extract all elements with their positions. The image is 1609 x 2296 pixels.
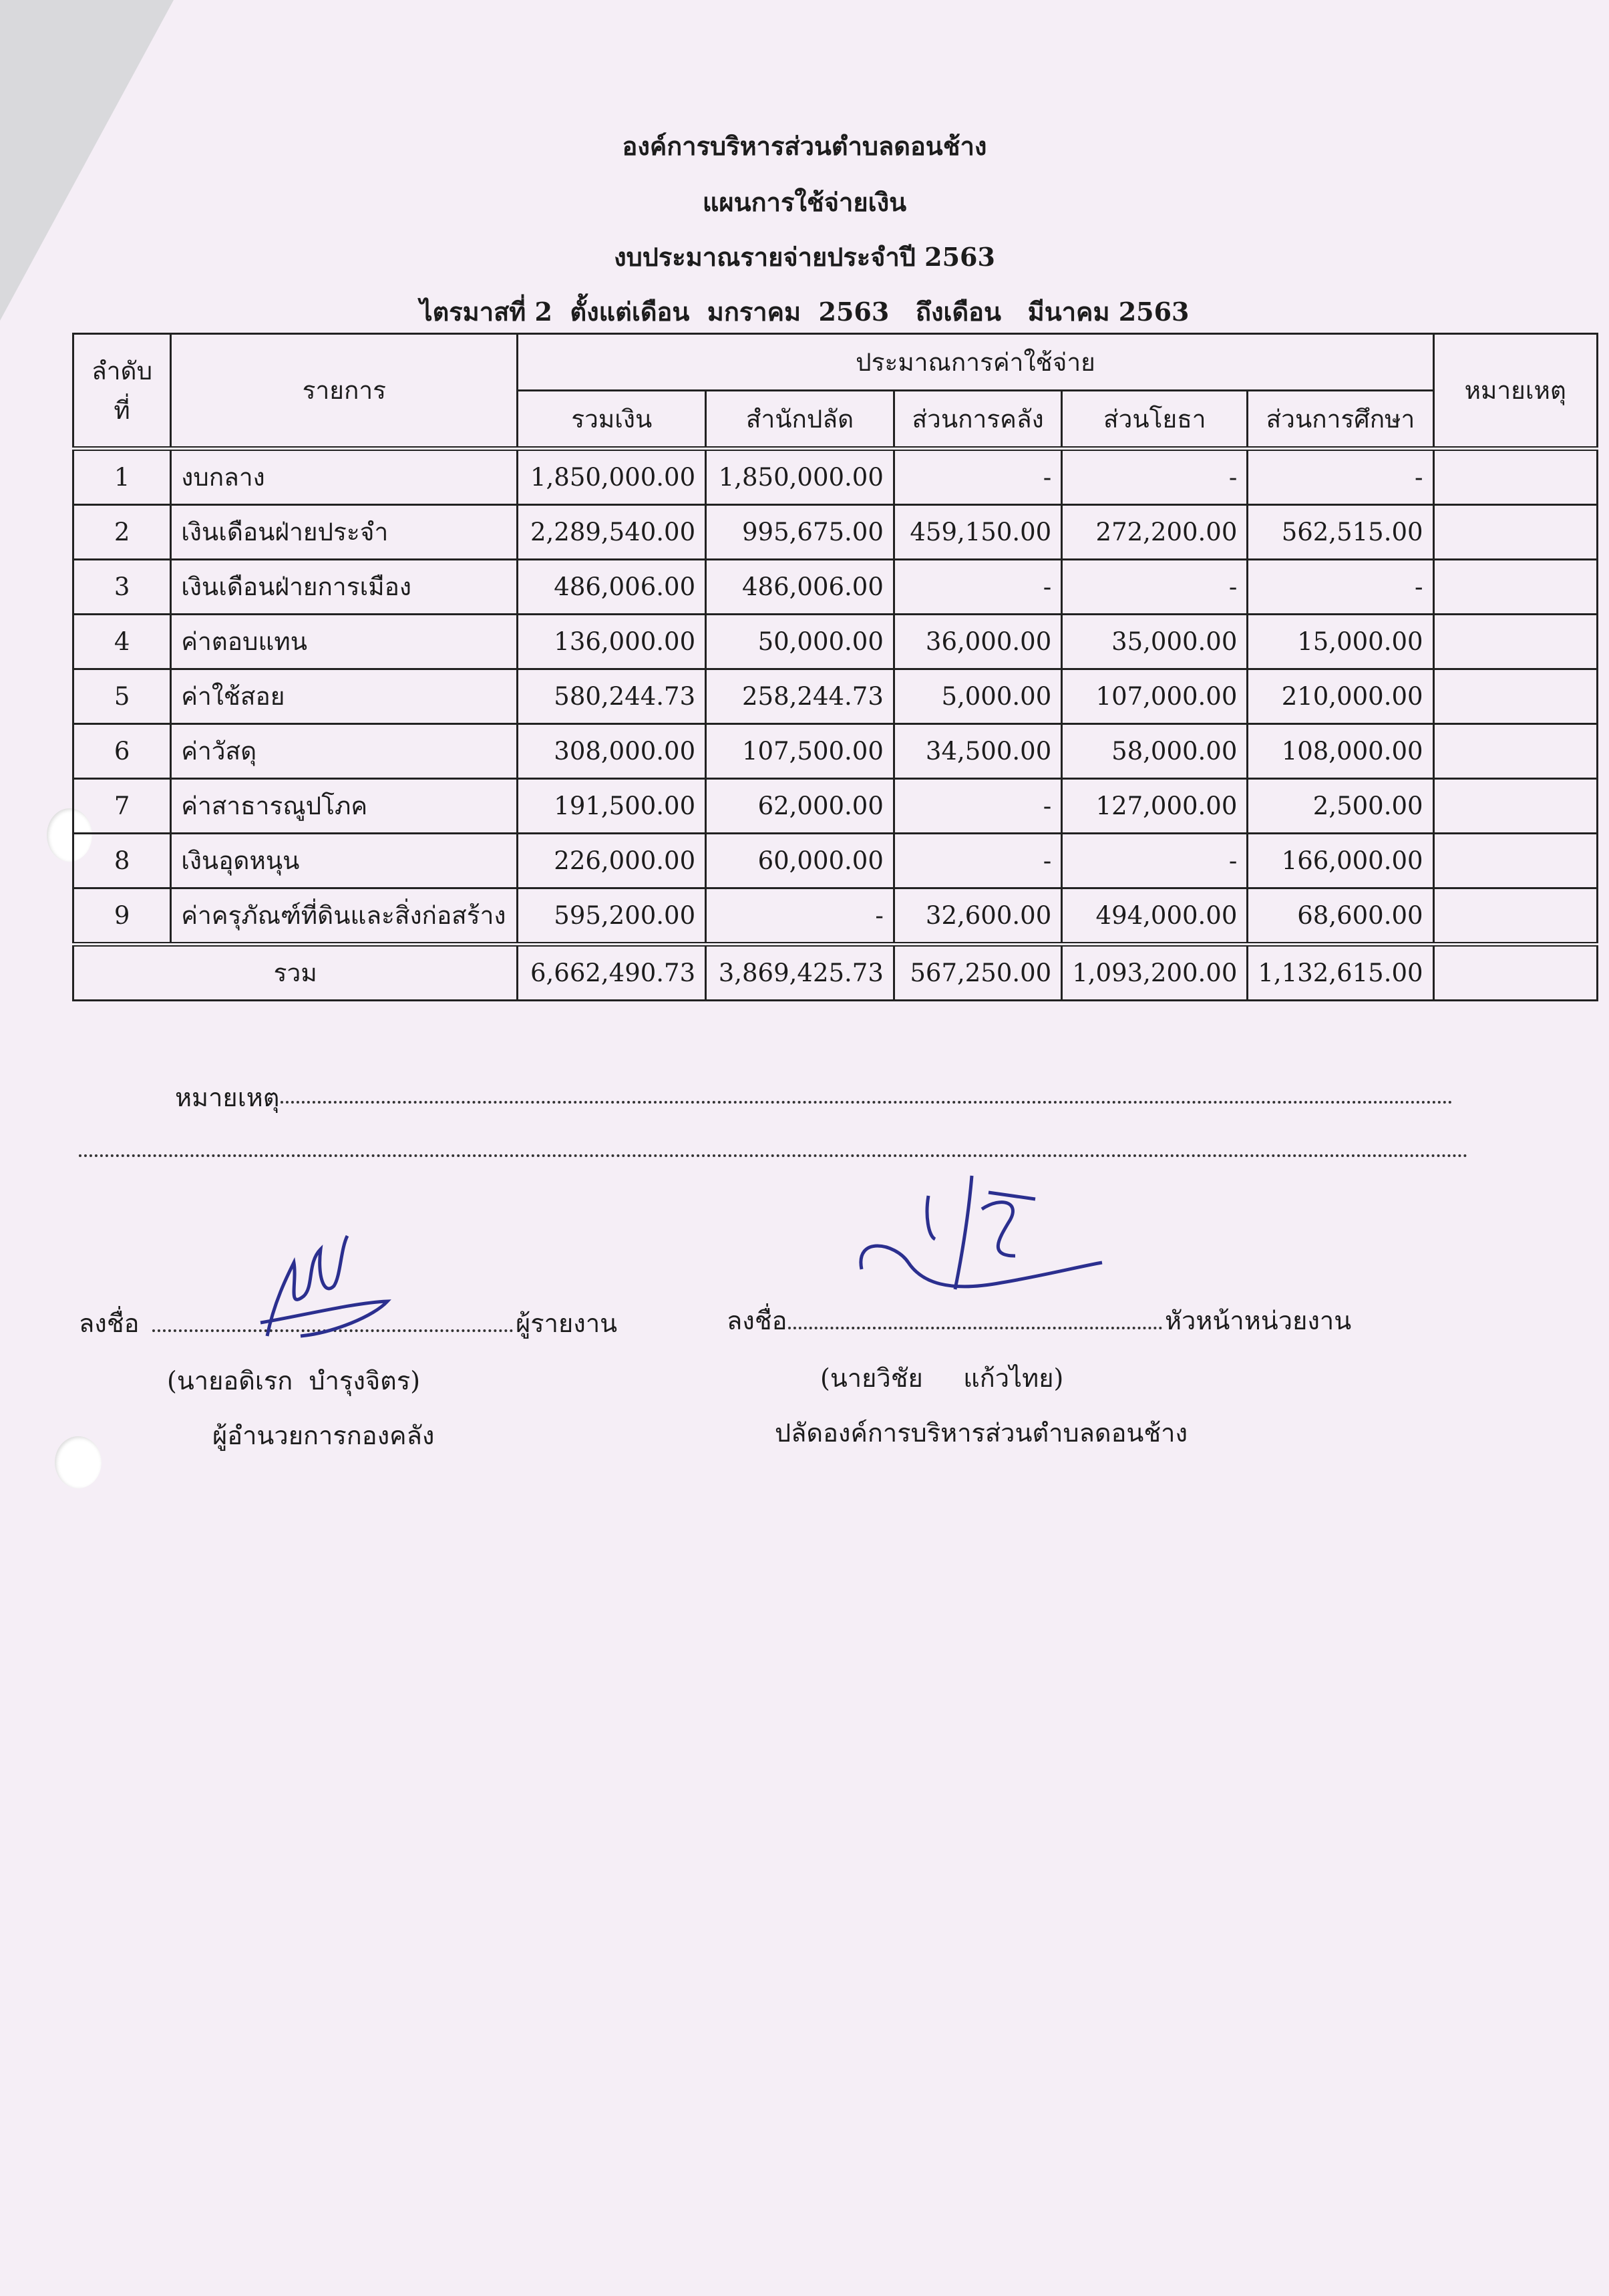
row-education: 562,515.00: [1248, 505, 1433, 560]
table-row: [73, 724, 1598, 779]
row-works: 127,000.00: [1062, 779, 1248, 834]
right-sign-line: [788, 1327, 1162, 1329]
budget-year-title: งบประมาณรายจ่ายประจำปี 2563: [614, 242, 995, 272]
right-handwritten-signature: [855, 1156, 1109, 1309]
col-header-office: สำนักปลัด: [706, 391, 894, 449]
row-education: 68,600.00: [1248, 888, 1433, 945]
table-row: [73, 888, 1598, 945]
row-total: 136,000.00: [518, 615, 706, 669]
row-remark: [1433, 888, 1597, 945]
sum-works: 1,093,200.00: [1062, 945, 1248, 1001]
table-row: [73, 449, 1598, 505]
row-remark: [1433, 724, 1597, 779]
row-total: 226,000.00: [518, 834, 706, 888]
row-remark: [1433, 834, 1597, 888]
row-item: ค่าสาธารณูปโภค: [171, 779, 518, 834]
punch-hole-bottom: [55, 1436, 102, 1488]
row-seq: 1: [73, 449, 171, 505]
row-works: -: [1062, 560, 1248, 615]
row-finance: -: [894, 560, 1061, 615]
table-sum-row: [73, 945, 1598, 1001]
row-office: 50,000.00: [706, 615, 894, 669]
row-total: 308,000.00: [518, 724, 706, 779]
sum-office: 3,869,425.73: [706, 945, 894, 1001]
row-finance: 5,000.00: [894, 669, 1061, 724]
right-sign-role: หัวหน้าหน่วยงาน: [1165, 1306, 1352, 1335]
row-remark: [1433, 669, 1597, 724]
col-header-estimate: ประมาณการค่าใช้จ่าย: [518, 334, 1433, 391]
row-remark: [1433, 449, 1597, 505]
row-item: เงินเดือนฝ่ายการเมือง: [171, 560, 518, 615]
row-item: ค่าใช้สอย: [171, 669, 518, 724]
row-remark: [1433, 560, 1597, 615]
org-title: องค์การบริหารส่วนตำบลดอนช้าง: [622, 131, 987, 161]
row-education: 108,000.00: [1248, 724, 1433, 779]
row-works: 58,000.00: [1062, 724, 1248, 779]
row-item: เงินเดือนฝ่ายประจำ: [171, 505, 518, 560]
plan-title: แผนการใช้จ่ายเงิน: [702, 187, 907, 217]
remark-label: หมายเหตุ: [175, 1083, 280, 1112]
row-seq: 9: [73, 888, 171, 945]
row-seq: 4: [73, 615, 171, 669]
row-seq: 2: [73, 505, 171, 560]
row-remark: [1433, 779, 1597, 834]
row-finance: 32,600.00: [894, 888, 1061, 945]
table-row: [73, 669, 1598, 724]
row-education: 15,000.00: [1248, 615, 1433, 669]
row-seq: 6: [73, 724, 171, 779]
row-office: 60,000.00: [706, 834, 894, 888]
budget-table: [72, 333, 1598, 1001]
left-sign-role: ผู้รายงาน: [516, 1309, 618, 1338]
row-total: 1,850,000.00: [518, 449, 706, 505]
remark-dotted-line-2: [79, 1154, 1468, 1157]
col-header-finance: ส่วนการคลัง: [894, 391, 1061, 449]
row-works: 35,000.00: [1062, 615, 1248, 669]
right-sign-position: ปลัดองค์การบริหารส่วนตำบลดอนช้าง: [775, 1418, 1188, 1448]
row-remark: [1433, 615, 1597, 669]
row-office: 62,000.00: [706, 779, 894, 834]
row-total: 2,289,540.00: [518, 505, 706, 560]
col-header-works: ส่วนโยธา: [1062, 391, 1248, 449]
row-works: -: [1062, 834, 1248, 888]
row-total: 191,500.00: [518, 779, 706, 834]
left-sign-prefix: ลงชื่อ: [79, 1309, 140, 1338]
sum-finance: 567,250.00: [894, 945, 1061, 1001]
table-row: [73, 779, 1598, 834]
row-education: 2,500.00: [1248, 779, 1433, 834]
row-office: 1,850,000.00: [706, 449, 894, 505]
row-finance: 34,500.00: [894, 724, 1061, 779]
row-office: 107,500.00: [706, 724, 894, 779]
row-office: 258,244.73: [706, 669, 894, 724]
row-office: 995,675.00: [706, 505, 894, 560]
row-item: ค่าครุภัณฑ์ที่ดินและสิ่งก่อสร้าง: [171, 888, 518, 945]
sum-total: 6,662,490.73: [518, 945, 706, 1001]
row-seq: 7: [73, 779, 171, 834]
row-education: -: [1248, 560, 1433, 615]
row-item: เงินอุดหนุน: [171, 834, 518, 888]
row-education: 210,000.00: [1248, 669, 1433, 724]
row-seq: 5: [73, 669, 171, 724]
row-total: 486,006.00: [518, 560, 706, 615]
row-item: ค่าวัสดุ: [171, 724, 518, 779]
row-total: 580,244.73: [518, 669, 706, 724]
row-office: 486,006.00: [706, 560, 894, 615]
row-finance: -: [894, 449, 1061, 505]
row-seq: 8: [73, 834, 171, 888]
row-office: -: [706, 888, 894, 945]
sum-label: รวม: [73, 945, 518, 1001]
table-row: [73, 560, 1598, 615]
left-handwritten-signature: [240, 1222, 401, 1356]
row-finance: -: [894, 834, 1061, 888]
row-finance: -: [894, 779, 1061, 834]
row-seq: 3: [73, 560, 171, 615]
row-item: ค่าตอบแทน: [171, 615, 518, 669]
period-title: ไตรมาสที่ 2 ตั้งแต่เดือน มกราคม 2563 ถึงเดือน มีนาคม 2563: [419, 297, 1190, 327]
table-row: [73, 505, 1598, 560]
row-works: -: [1062, 449, 1248, 505]
row-remark: [1433, 505, 1597, 560]
row-total: 595,200.00: [518, 888, 706, 945]
row-works: 272,200.00: [1062, 505, 1248, 560]
left-sign-position: ผู้อำนวยการกองคลัง: [212, 1421, 435, 1450]
table-row: [73, 615, 1598, 669]
right-sign-prefix: ลงชื่อ: [727, 1306, 787, 1335]
table-row: [73, 834, 1598, 888]
col-header-education: ส่วนการศึกษา: [1248, 391, 1433, 449]
row-item: งบกลาง: [171, 449, 518, 505]
row-works: 107,000.00: [1062, 669, 1248, 724]
row-education: -: [1248, 449, 1433, 505]
row-works: 494,000.00: [1062, 888, 1248, 945]
row-finance: 36,000.00: [894, 615, 1061, 669]
row-education: 166,000.00: [1248, 834, 1433, 888]
col-header-seq: ลำดับที่: [73, 334, 171, 449]
right-sign-name: (นายวิชัย แก้วไทย): [820, 1363, 1064, 1393]
remark-dotted-line-1: [281, 1101, 1453, 1104]
sum-remark: [1433, 945, 1597, 1001]
col-header-total: รวมเงิน: [518, 391, 706, 449]
col-header-remark: หมายเหตุ: [1433, 334, 1597, 449]
sum-education: 1,132,615.00: [1248, 945, 1433, 1001]
row-finance: 459,150.00: [894, 505, 1061, 560]
col-header-item: รายการ: [171, 334, 518, 449]
left-sign-name: (นายอดิเรก บำรุงจิตร): [167, 1366, 421, 1396]
